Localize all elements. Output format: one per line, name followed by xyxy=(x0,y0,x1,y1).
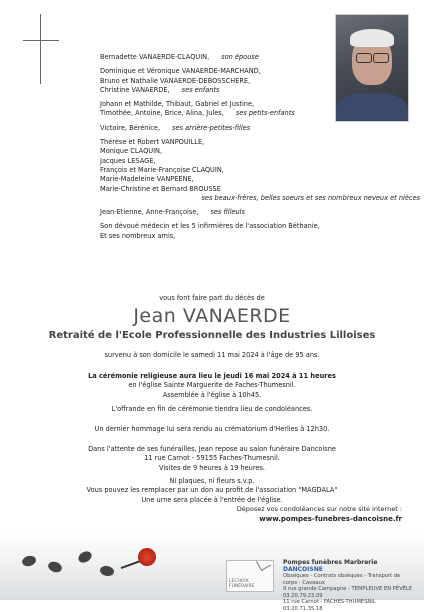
ceremony-block xyxy=(0,372,424,400)
family-relation: ses arrière-petites-filles xyxy=(172,123,251,132)
flowers-line-1: Ni plaques, ni fleurs s.v.p. xyxy=(169,477,255,485)
family-line xyxy=(100,100,420,109)
family-relation: ses petits-enfants xyxy=(235,109,295,118)
family-names: Et ses nombreux amis, xyxy=(100,231,176,240)
wake-block xyxy=(0,445,424,473)
logo-text: LECHOIX FUNÉRAIRE xyxy=(229,579,255,589)
family-names: Monique CLAQUIN, xyxy=(100,147,163,156)
family-list xyxy=(100,53,420,246)
ceremony-church: en l'église Sainte Marguerite de Faches-Thumesnil. xyxy=(128,381,296,390)
family-group xyxy=(100,222,420,241)
family-line xyxy=(100,175,420,184)
family-line xyxy=(100,194,420,203)
ceremony-date: La cérémonie religieuse aura lieu le jeudi 16 mai 2024 à 11 heures xyxy=(88,372,336,380)
family-line xyxy=(100,147,420,156)
cross-vertical xyxy=(40,14,41,84)
family-group xyxy=(100,67,420,95)
family-group xyxy=(100,100,420,119)
family-line xyxy=(100,157,420,166)
family-names: Thérèse et Robert VANPOUILLE, xyxy=(100,138,205,147)
family-group xyxy=(100,138,420,203)
family-names: Marie-Madeleine VANPEENE, xyxy=(100,175,194,184)
family-relation: ses filleuls xyxy=(210,208,245,217)
family-names: Timothée, Antoine, Brice, Alina, Jules, xyxy=(100,109,224,118)
family-line xyxy=(100,166,420,175)
family-names: Victoire, Bérénice, xyxy=(100,123,161,132)
company-address-2: 11 rue Carnot - FACHES-THUMESNIL 03.20.71.35.18 xyxy=(283,599,376,612)
cross-horizontal xyxy=(23,40,59,41)
flowers-line-2: Vous pouvez les remplacer par un don au profit de l'association "MAGDALA" xyxy=(86,486,338,495)
family-names: Jacques LESAGE, xyxy=(100,156,156,165)
deceased-name: Jean VANAERDE xyxy=(133,305,291,327)
tribute-text: Un dernier hommage lui sera rendu au crématorium d'Herlies à 12h30. xyxy=(94,425,330,433)
family-relation: ses beaux-frères, belles soeurs et ses nombreux neveux et nièces xyxy=(201,193,420,202)
wake-line-1: Dans l'attente de ses funérailles, Jean repose au salon funéraire Dancoisne xyxy=(88,445,336,453)
family-line xyxy=(100,86,420,95)
family-names: Christine VANAERDE, xyxy=(100,85,170,94)
flowers-block xyxy=(0,477,424,505)
family-relation: son épouse xyxy=(221,53,259,61)
family-line xyxy=(100,138,420,147)
family-line xyxy=(100,124,420,133)
deceased-subtitle: Retraité de l'Ecole Professionnelle des Industries Lilloises xyxy=(48,330,376,341)
company-prefix: Pompes funèbres Marbrerie xyxy=(283,559,378,566)
intro-text: vous font faire part du décès de xyxy=(159,294,265,302)
company-brand: DANCOISNE xyxy=(283,565,323,573)
family-names: Dominique et Véronique VANAERDE-MARCHAND, xyxy=(100,67,261,76)
family-line xyxy=(100,222,420,231)
condolences-block xyxy=(237,504,402,524)
red-rose xyxy=(138,548,156,566)
portrait-hair xyxy=(350,29,394,47)
family-line xyxy=(100,109,420,118)
family-line xyxy=(100,185,420,194)
family-line xyxy=(100,67,420,76)
family-group xyxy=(100,124,420,133)
company-services: Obsèques - Contrats obsèques - Transport de corps - Caveaux xyxy=(283,573,401,586)
family-group xyxy=(100,208,420,217)
family-group xyxy=(100,53,420,62)
condolences-text: Déposez vos condoléances sur notre site internet : xyxy=(236,505,402,513)
family-line xyxy=(100,232,420,241)
family-names: Son dévoué médecin et les 5 infirmières de l'association Béthanie, xyxy=(100,222,320,231)
family-line xyxy=(100,53,420,62)
company-name xyxy=(283,560,415,573)
company-address-1: 9 rue grande Campagne - TEMPLEUVE EN PÉVÈLE 03.20.79.23.09 xyxy=(283,586,413,599)
death-info: survenu à son domicile le samedi 11 mai 2024 à l'âge de 95 ans. xyxy=(104,351,320,359)
company-block xyxy=(283,560,415,612)
family-names: Jean-Etienne, Anne-Françoise, xyxy=(100,208,199,217)
family-line xyxy=(100,208,420,217)
family-names: Johann et Mathilde, Thibaut, Gabriel et Justine, xyxy=(100,100,255,109)
family-line xyxy=(100,77,420,86)
family-names: François et Marie-Françoise CLAQUIN, xyxy=(100,165,224,174)
family-names: Bernadette VANAERDE-CLAQUIN, xyxy=(100,53,210,61)
wake-line-2: 11 rue Carnot - 59155 Faches-Thumesnil. xyxy=(144,454,280,463)
wake-line-3: Visites de 9 heures à 19 heures. xyxy=(158,463,266,472)
family-relation: ses enfants xyxy=(181,85,220,94)
family-names: Bruno et Nathalie VANAERDE-DEBOSSCHERE, xyxy=(100,76,251,85)
ceremony-assembly: Assemblée à l'église à 10h45. xyxy=(162,390,262,399)
offering-text: L'offrande en fin de cérémonie tiendra lieu de condoléances. xyxy=(111,405,313,413)
flowers-line-3: Une urne sera placée à l'entrée de l'église. xyxy=(141,495,283,504)
condolences-link[interactable]: www.pompes-funebres-dancoisne.fr xyxy=(259,515,402,523)
family-names: Marie-Christine et Bernard BROUSSE xyxy=(100,184,221,193)
